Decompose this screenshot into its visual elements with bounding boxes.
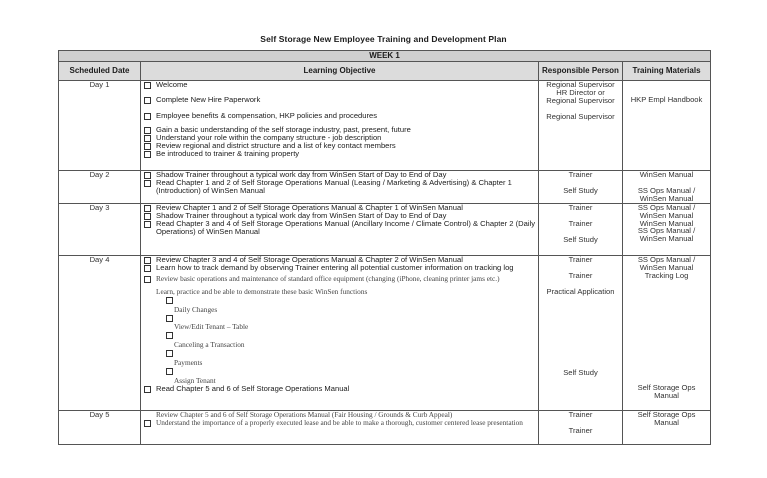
person-cell: Trainer Trainer Self Study	[539, 203, 623, 255]
objective-item: Read Chapter 1 and 2 of Self Storage Operations Manual (Leasing / Marketing & Advertising) & Chapter 1 (Introduction) of WinSen Manual	[143, 179, 536, 195]
person-cell: Trainer Self Study	[539, 171, 623, 204]
table-row-day4	[59, 255, 711, 410]
person-cell: Trainer Trainer Practical Application Self Study	[539, 255, 623, 410]
objective-cell	[141, 171, 539, 204]
materials-cell: SS Ops Manual / WinSen Manual WinSen Manual SS Ops Manual / WinSen Manual	[623, 203, 711, 255]
checkbox[interactable]	[144, 276, 151, 283]
checkbox[interactable]	[144, 213, 151, 220]
subitem-checkbox	[165, 296, 536, 306]
checkbox[interactable]	[144, 180, 151, 187]
checkbox[interactable]	[144, 221, 151, 228]
checkbox[interactable]	[166, 315, 173, 322]
objective-item: Read Chapter 5 and 6 of Self Storage Operations Manual	[143, 385, 536, 393]
checkbox[interactable]	[144, 172, 151, 179]
person-cell: Regional Supervisor HR Director or Regional Supervisor Regional Supervisor	[539, 81, 623, 171]
subitem-label: Payments	[174, 358, 203, 368]
objective-item: Review Chapter 1 and 2 of Self Storage Operations Manual & Chapter 1 of WinSen Manual	[143, 204, 536, 212]
day-label: Day 3	[59, 203, 141, 255]
subitem-label: Daily Changes	[174, 304, 218, 314]
objective-item: Employee benefits & compensation, HKP policies and procedures	[143, 112, 536, 120]
objective-item: Welcome	[143, 81, 536, 89]
objective-item: Review Chapter 3 and 4 of Self Storage Operations Manual & Chapter 2 of WinSen Manual	[143, 256, 536, 264]
objective-item: Understand your role within the company structure - job description	[143, 134, 536, 142]
objective-item: Be introduced to trainer & training property	[143, 150, 536, 158]
document-title: Self Storage New Employee Training and Development Plan	[260, 34, 507, 44]
objective-item: Review regional and district structure and a list of key contact members	[143, 142, 536, 150]
header-training-materials: Training Materials	[623, 62, 711, 81]
checkbox[interactable]	[144, 143, 151, 150]
objective-cell	[141, 203, 539, 255]
day-label: Day 2	[59, 171, 141, 204]
table-row-day2	[59, 171, 711, 204]
objective-item: Review Chapter 5 and 6 of Self Storage Operations Manual (Fair Housing / Grounds & Curb Appeal)	[156, 410, 453, 419]
objective-item: Shadow Trainer throughout a typical work day from WinSen Start of Day to End of Day	[143, 212, 536, 220]
checkbox[interactable]	[166, 368, 173, 375]
column-header-row	[59, 62, 711, 81]
subitem-label: Assign Tenant	[174, 375, 216, 385]
day-label: Day 4	[59, 255, 141, 410]
subitem-checkbox	[165, 349, 536, 359]
objective-cell	[141, 410, 539, 444]
checkbox[interactable]	[166, 350, 173, 357]
objective-item: Review basic operations and maintenance of standard office equipment (changing (iPhone, cleaning printer jams etc.)	[143, 275, 536, 283]
objective-item: Shadow Trainer throughout a typical work day from WinSen Start of Day to End of Day	[143, 171, 536, 179]
objective-cell	[141, 81, 539, 171]
week-header-row	[59, 51, 711, 62]
day-label: Day 1	[59, 81, 141, 171]
checkbox[interactable]	[144, 151, 151, 158]
header-responsible-person: Responsible Person	[539, 62, 623, 81]
checkbox[interactable]	[144, 386, 151, 393]
materials-cell: HKP Empl Handbook	[623, 81, 711, 171]
objective-item: Read Chapter 3 and 4 of Self Storage Operations Manual (Ancillary Income / Climate Control) & Chapter 2 (Daily Operations) of WinSen Manual	[143, 220, 536, 236]
objective-item: Understand the importance of a properly executed lease and be able to make a thorough, customer centered lease presentation	[143, 419, 536, 427]
checkbox[interactable]	[144, 420, 151, 427]
checkbox[interactable]	[144, 257, 151, 264]
subitem-label: View/Edit Tenant – Table	[174, 322, 249, 332]
checkbox[interactable]	[144, 265, 151, 272]
objective-cell	[141, 255, 539, 410]
table-row-day5	[59, 410, 711, 444]
table-row-day1	[59, 81, 711, 171]
subitem-label: Canceling a Transaction	[174, 340, 245, 350]
objective-item: Complete New Hire Paperwork	[143, 96, 536, 104]
checkbox[interactable]	[166, 332, 173, 339]
objective-item: Gain a basic understanding of the self storage industry, past, present, future	[143, 126, 536, 134]
person-cell: Trainer Trainer	[539, 410, 623, 444]
header-learning-objective: Learning Objective	[141, 62, 539, 81]
materials-cell: SS Ops Manual / WinSen Manual Tracking Log Self Storage Ops Manual	[623, 255, 711, 410]
materials-cell: WinSen Manual SS Ops Manual / WinSen Manual	[623, 171, 711, 204]
checkbox[interactable]	[144, 97, 151, 104]
checkbox[interactable]	[144, 205, 151, 212]
table-row-day3	[59, 203, 711, 255]
checkbox[interactable]	[144, 82, 151, 89]
objective-item: Learn how to track demand by observing Trainer entering all potential customer information on tracking log	[143, 264, 536, 272]
checkbox[interactable]	[144, 135, 151, 142]
checkbox[interactable]	[144, 127, 151, 134]
checkbox[interactable]	[144, 113, 151, 120]
week-label: WEEK 1	[59, 51, 711, 62]
materials-cell: Self Storage Ops Manual	[623, 410, 711, 444]
subitem-checkbox	[165, 367, 536, 377]
header-scheduled-date: Scheduled Date	[59, 62, 141, 81]
training-plan-table	[58, 50, 711, 445]
checkbox[interactable]	[166, 297, 173, 304]
objective-item: Learn, practice and be able to demonstrate these basic WinSen functions	[156, 286, 368, 296]
day-label: Day 5	[59, 410, 141, 444]
